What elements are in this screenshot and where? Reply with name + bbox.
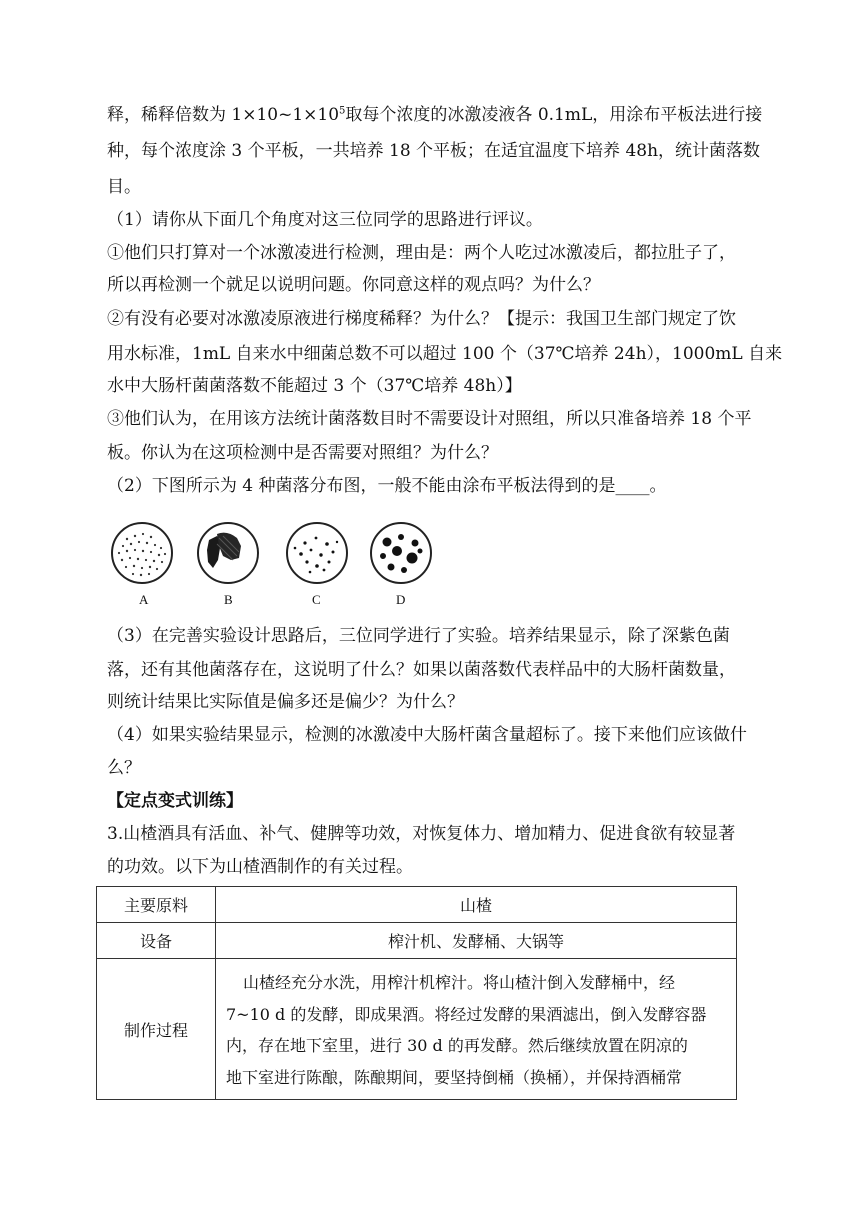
q1a-line2: 所以再检测一个就足以说明问题。你同意这样的观点吗？为什么？ (107, 275, 600, 295)
dish-b (198, 523, 258, 583)
p1-line3: 目。 (107, 177, 141, 197)
table-cell-equipment-label: 设备 (97, 923, 216, 959)
q3-line3: 则统计结果比实际值是偏多还是偏少？为什么？ (107, 692, 464, 712)
q1b-line1: ②有没有必要对冰激凌原液进行梯度稀释？为什么？【提示：我国卫生部门规定了饮 (107, 309, 736, 329)
process-line4: 地下室进行陈酿，陈酿期间，要坚持倒桶（换桶），并保持酒桶常 (226, 1067, 683, 1087)
q4-line1: （4）如果实验结果显示，检测的冰激凌中大肠杆菌含量超标了。接下来他们应该做什 (107, 725, 747, 745)
q1a-line1: ①他们只打算对一个冰激凌进行检测，理由是：两个人吃过冰激凌后，都拉肚子了， (107, 243, 736, 263)
p1-line1 (107, 103, 762, 127)
p1-line1-b: 取每个浓度的冰激凌液各 0.1mL，用涂布平板法进行接 (345, 105, 763, 125)
process-line1: 山楂经充分水洗，用榨汁机榨汁。将山楂汁倒入发酵桶中，经 (243, 973, 676, 992)
q2-text: （2）下图所示为 4 种菌落分布图，一般不能由涂布平板法得到的是____。 (107, 476, 667, 496)
exercise3-line1: 3.山楂酒具有活血、补气、健脾等功效，对恢复体力、增加精力、促进食欲有较显著 (107, 824, 736, 844)
dish-a-label: A (139, 592, 149, 607)
p1-line1-sup: 5 (339, 105, 346, 117)
q4-line2: 么？ (107, 758, 141, 778)
dish-c (287, 523, 347, 583)
table-cell-process-label: 制作过程 (97, 959, 216, 1100)
section-title: 【定点变式训练】 (107, 791, 243, 811)
table-row (97, 923, 737, 959)
p1-line1-a: 释，稀释倍数为 1×10~1×10 (107, 105, 340, 125)
table-cell-raw-material-value: 山楂 (216, 887, 737, 923)
p1-line2: 种，每个浓度涂 3 个平板，一共培养 18 个平板；在适宜温度下培养 48h，统计菌落数 (107, 141, 761, 161)
q1-heading: （1）请你从下面几个角度对这三位同学的思路进行评议。 (107, 210, 543, 230)
q1c-line2: 板。你认为在这项检测中是否需要对照组？为什么？ (107, 443, 498, 463)
q3-line1: （3）在完善实验设计思路后，三位同学进行了实验。培养结果显示，除了深紫色菌 (107, 626, 730, 646)
dish-d-label: D (396, 592, 406, 607)
table-cell-process-value (216, 959, 737, 1100)
q1b-line2: 用水标准，1mL 自来水中细菌总数不可以超过 100 个（37℃培养 24h），1000mL 自来 (107, 344, 783, 364)
table-cell-equipment-value: 榨汁机、发酵桶、大锅等 (216, 923, 737, 959)
table-cell-raw-material-label: 主要原料 (97, 887, 216, 923)
q1b-line3: 水中大肠杆菌菌落数不能超过 3 个（37℃培养 48h）】 (107, 376, 522, 396)
q3-line2: 落，还有其他菌落存在，这说明了什么？如果以菌落数代表样品中的大肠杆菌数量， (107, 660, 736, 680)
q1c-line1: ③他们认为，在用该方法统计菌落数目时不需要设计对照组，所以只准备培养 18 个平 (107, 409, 752, 429)
table-row (97, 959, 737, 1100)
process-line2: 7~10 d 的发酵，即成果酒。将经过发酵的果酒滤出，倒入发酵容器 (226, 1004, 707, 1024)
exercise3-line2: 的功效。以下为山楂酒制作的有关过程。 (107, 857, 413, 877)
colony-distribution-figure (105, 518, 450, 610)
dish-c-label: C (312, 592, 321, 607)
dish-d (371, 523, 431, 583)
process-table (96, 886, 737, 1100)
table-row (97, 887, 737, 923)
dish-b-label: B (224, 592, 233, 607)
process-line3: 内，存在地下室里，进行 30 d 的再发酵。然后继续放置在阴凉的 (226, 1036, 688, 1055)
dish-a (112, 523, 172, 583)
